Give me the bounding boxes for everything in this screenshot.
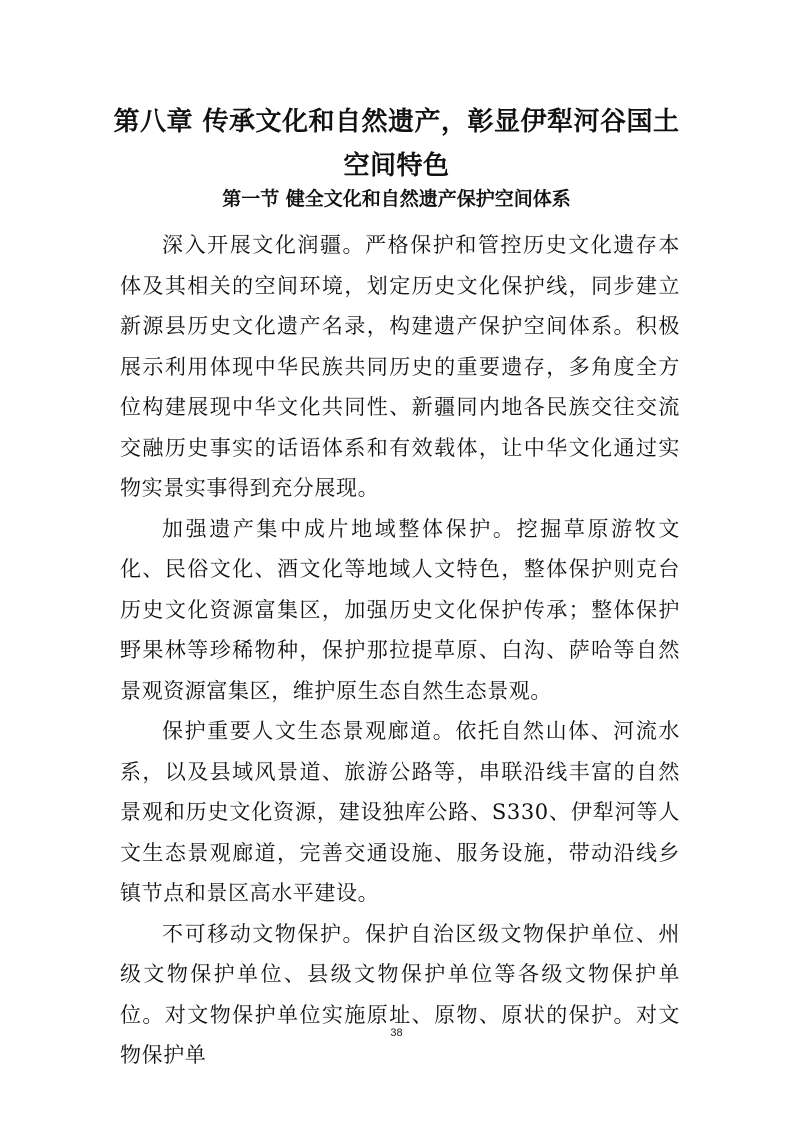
paragraph: 加强遗产集中成片地域整体保护。挖掘草原游牧文化、民俗文化、酒文化等地域人文特色，整体保护则克台历史文化资源富集区，加强历史文化保护传承；整体保护野果林等珍稀物种，保护那拉提草原、白沟、萨哈等自然景观资源富集区，维护原生态自然生态景观。 [120, 516, 680, 703]
page-number: 38 [390, 1027, 403, 1039]
chapter-title: 第八章 传承文化和自然遗产，彰显伊犁河谷国土空间特色 [113, 107, 680, 181]
section-title: 第一节 健全文化和自然遗产保护空间体系 [222, 188, 571, 210]
paragraph: 深入开展文化润疆。严格保护和管控历史文化遗存本体及其相关的空间环境，划定历史文化保护线，同步建立新源县历史文化遗产名录，构建遗产保护空间体系。积极展示利用体现中华民族共同历史的重要遗存，多角度全方位构建展现中华文化共同性、新疆同内地各民族交往交流交融历史事实的话语体系和有效载体，让中华文化通过实物实景实事得到充分展现。 [120, 233, 680, 500]
paragraph: 保护重要人文生态景观廊道。依托自然山体、河流水系，以及县域风景道、旅游公路等，串联沿线丰富的自然景观和历史文化资源，建设独库公路、S330、伊犁河等人文生态景观廊道，完善交通设施、服务设施，带动沿线乡镇节点和景区高水平建设。 [120, 719, 680, 905]
paragraph: 不可移动文物保护。保护自治区级文物保护单位、州级文物保护单位、县级文物保护单位等各级文物保护单位。对文物保护单位实施原址、原物、原状的保护。对文物保护单 [120, 921, 680, 1067]
body-text [120, 225, 680, 1076]
